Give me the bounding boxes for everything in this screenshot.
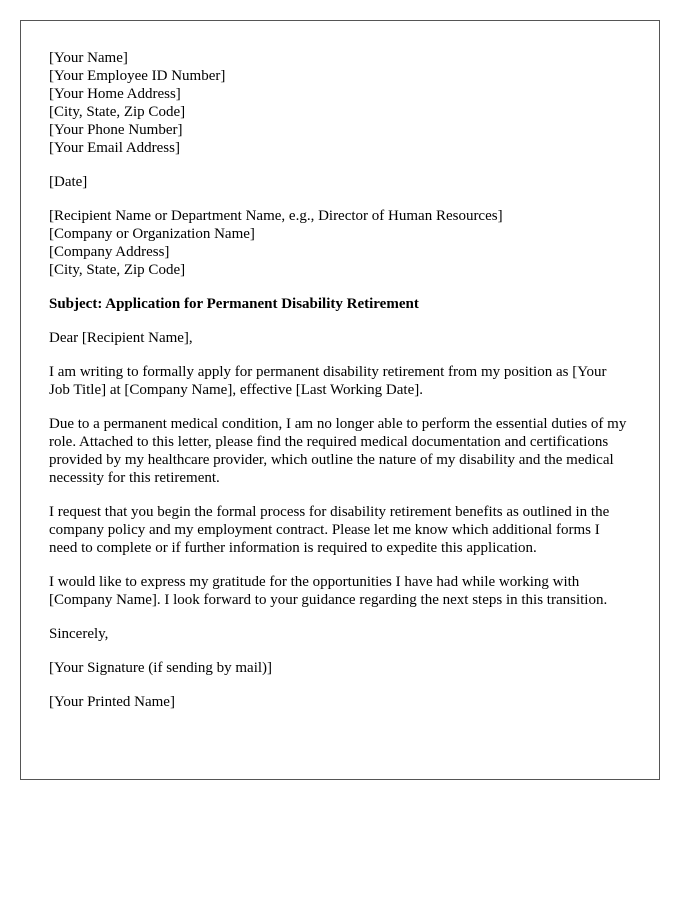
recipient-name: [Recipient Name or Department Name, e.g., Director of Human Resources] xyxy=(49,208,503,224)
sender-city-state-zip: [City, State, Zip Code] xyxy=(49,104,186,120)
salutation: Dear [Recipient Name], xyxy=(49,330,193,346)
recipient-address: [Company Address] xyxy=(49,244,170,260)
recipient-company: [Company or Organization Name] xyxy=(49,226,255,242)
closing: Sincerely, xyxy=(49,626,109,642)
body-paragraph-4: I would like to express my gratitude for the opportunities I have had while working with [Company Name]. I look forward to your guidance regarding the next steps in this transition. xyxy=(49,574,608,608)
sender-address: [Your Home Address] xyxy=(49,86,181,102)
recipient-block xyxy=(49,207,631,279)
sender-block xyxy=(49,49,631,157)
letter-page xyxy=(20,20,660,780)
sender-name: [Your Name] xyxy=(49,50,128,66)
body-paragraph-3: I request that you begin the formal process for disability retirement benefits as outlined in the company policy and my employment contract. Please let me know which additional forms I need to complete or if further information is required to expedite this application. xyxy=(49,504,610,556)
printed-name: [Your Printed Name] xyxy=(49,694,175,710)
body-paragraph-1: I am writing to formally apply for permanent disability retirement from my position as [Your Job Title] at [Company Name], effective [Last Working Date]. xyxy=(49,364,607,398)
body-paragraph-2: Due to a permanent medical condition, I am no longer able to perform the essential duties of my role. Attached to this letter, please find the required medical documentation and certifications provided by my healthcare provider, which outline the nature of my disability and the medical necessity for this retirement. xyxy=(49,416,627,486)
sender-email: [Your Email Address] xyxy=(49,140,180,156)
date-line: [Date] xyxy=(49,174,88,190)
sender-phone: [Your Phone Number] xyxy=(49,122,183,138)
subject-line: Subject: Application for Permanent Disability Retirement xyxy=(49,296,419,312)
recipient-city-state-zip: [City, State, Zip Code] xyxy=(49,262,186,278)
signature-line: [Your Signature (if sending by mail)] xyxy=(49,660,273,676)
sender-employee-id: [Your Employee ID Number] xyxy=(49,68,226,84)
